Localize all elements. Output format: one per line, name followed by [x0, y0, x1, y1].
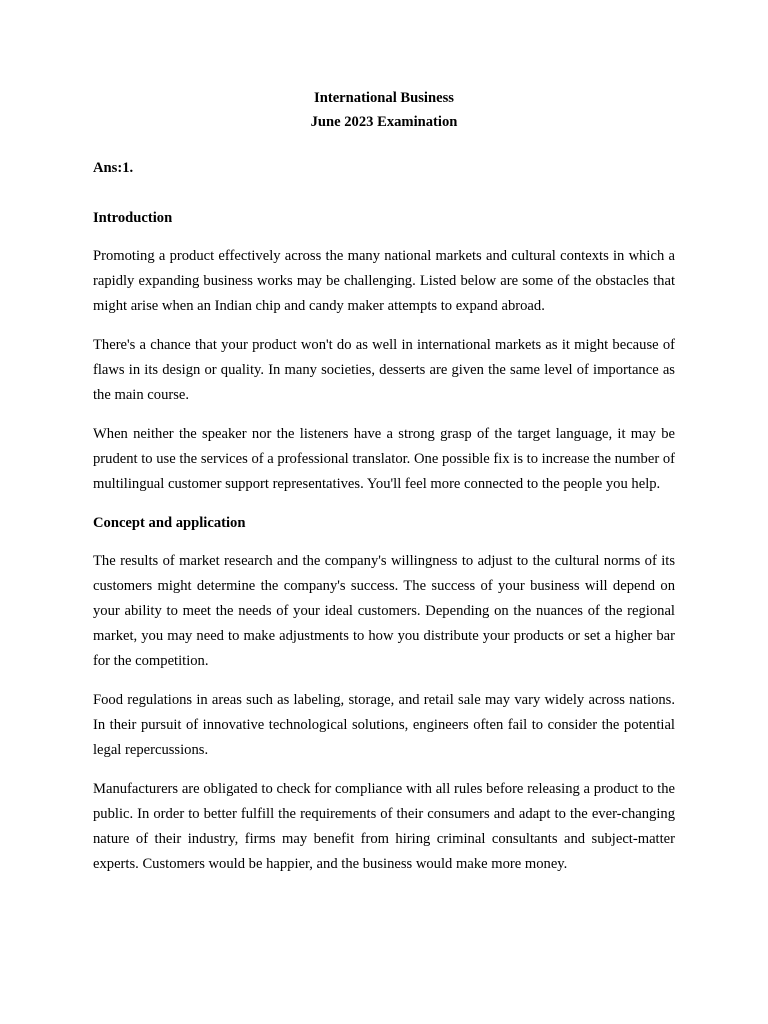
paragraph: The results of market research and the company's willingness to adjust to the cultural norms of its customers might determine the company's success. The success of your business will depend on your ability to meet the needs of your ideal customers. Depending on the nuances of the regional market, you may need to make adjustments to how you distribute your products or set a higher bar for the competition. [93, 553, 675, 669]
section-heading-concept: Concept and application [93, 515, 246, 531]
section-heading-introduction: Introduction [93, 210, 173, 226]
document-title: International Business [314, 90, 454, 106]
paragraph: There's a chance that your product won't do as well in international markets as it might because of flaws in its design or quality. In many societies, desserts are given the same level of importance as the main course. [93, 337, 675, 403]
paragraph: Manufacturers are obligated to check for compliance with all rules before releasing a product to the public. In order to better fulfill the requirements of their consumers and adapt to the ever-changing nature of their industry, firms may benefit from hiring criminal consultants and subject-matter experts. Customers would be happier, and the business would make more money. [93, 781, 675, 872]
paragraph: When neither the speaker nor the listeners have a strong grasp of the target language, it may be prudent to use the services of a professional translator. One possible fix is to increase the number of multilingual customer support representatives. You'll feel more connected to the people you help. [93, 426, 675, 492]
paragraph: Food regulations in areas such as labeling, storage, and retail sale may vary widely across nations. In their pursuit of innovative technological solutions, engineers often fail to consider the potential legal repercussions. [93, 692, 675, 758]
document-content [93, 86, 675, 877]
document-subtitle: June 2023 Examination [310, 114, 458, 130]
paragraph: Promoting a product effectively across the many national markets and cultural contexts in which a rapidly expanding business works may be challenging. Listed below are some of the obstacles that might arise when an Indian chip and candy maker attempts to expand abroad. [93, 248, 675, 314]
answer-label: Ans:1. [93, 160, 134, 176]
